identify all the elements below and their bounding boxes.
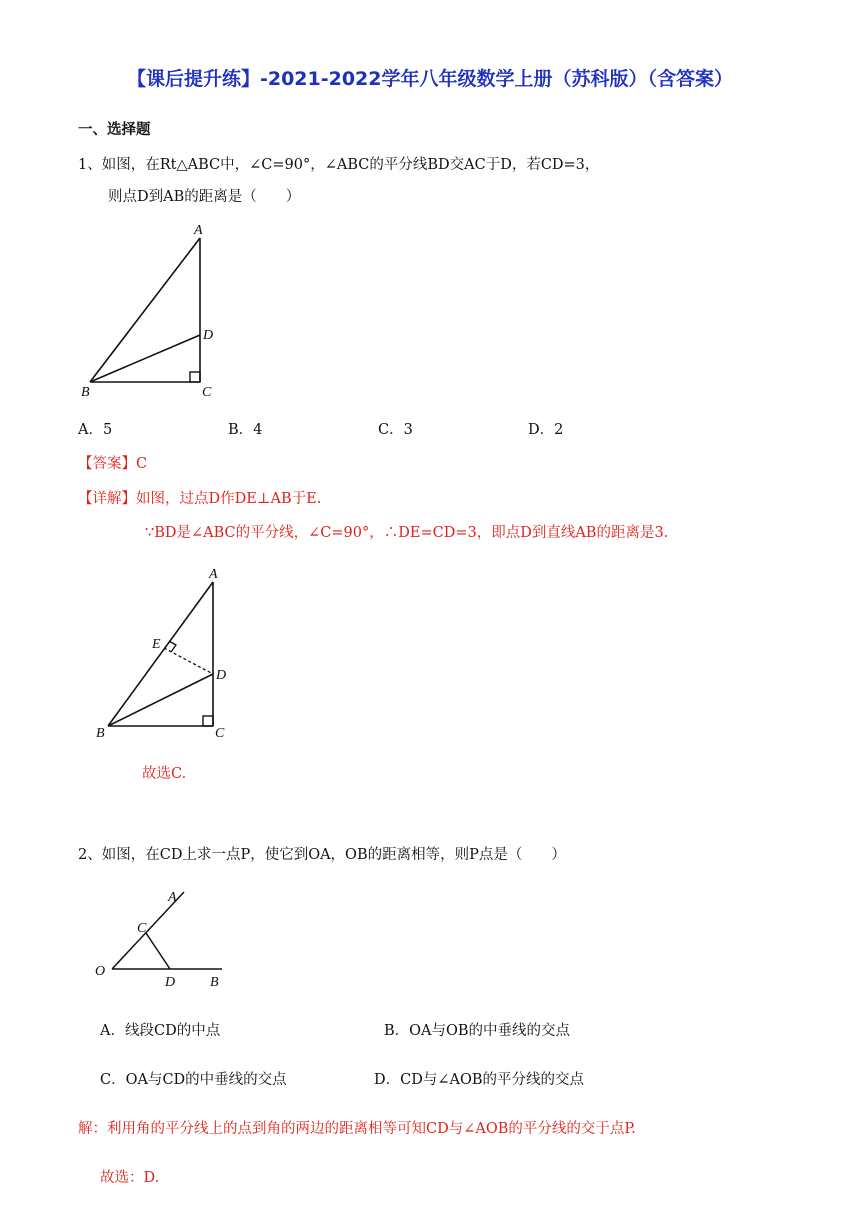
q1-sol-label-a: A [209, 567, 218, 582]
q1-detail-line1: 【详解】如图，过点D作DE⊥AB于E. [78, 491, 322, 507]
q1-label-d: D [203, 328, 214, 343]
q1-triangle-figure [78, 218, 228, 403]
q2-label-d: D [165, 975, 176, 990]
q1-label-b: B [81, 385, 90, 400]
q2-option-a: A．线段CD的中点 [100, 1023, 221, 1039]
q1-detail-line2: ∵BD是∠ABC的平分线，∠C=90°，∴DE=CD=3，即点D到直线AB的距离是3. [145, 525, 669, 541]
q2-option-c: C．OA与CD的中垂线的交点 [100, 1072, 287, 1088]
q1-option-c: C．3 [378, 422, 413, 438]
q2-label-c: C [137, 921, 147, 936]
q2-label-a: A [168, 890, 177, 905]
q1-label-a: A [194, 223, 203, 238]
q1-option-b: B．4 [228, 422, 263, 438]
q1-answer: 【答案】C [78, 456, 148, 472]
q1-sol-label-b: B [96, 726, 105, 741]
q2-line1: 2、如图，在CD上求一点P，使它到OA，OB的距离相等，则P点是（ ） [78, 847, 566, 863]
q1-line2: 则点D到AB的距离是（ ） [108, 189, 301, 205]
q2-option-d: D．CD与∠AOB的平分线的交点 [374, 1072, 585, 1088]
q1-option-a: A．5 [78, 422, 113, 438]
section-heading: 一、选择题 [78, 121, 151, 138]
q2-label-b: B [210, 975, 219, 990]
q1-line1: 1、如图，在Rt△ABC中，∠C=90°，∠ABC的平分线BD交AC于D，若CD=3， [78, 157, 600, 173]
q2-angle-figure [92, 862, 242, 992]
q1-sol-label-c: C [215, 726, 225, 741]
page-title: 【课后提升练】-2021-2022学年八年级数学上册（苏科版）（含答案） [126, 68, 734, 90]
q2-solution: 解：利用角的平分线上的点到角的两边的距离相等可知CD与∠AOB的平分线的交于点P. [78, 1121, 636, 1137]
q2-label-o: O [95, 964, 106, 979]
q1-sol-label-e: E [152, 637, 161, 652]
q1-label-c: C [202, 385, 212, 400]
q2-option-b: B．OA与OB的中垂线的交点 [384, 1023, 571, 1039]
q1-option-d: D．2 [528, 422, 564, 438]
q1-sol-label-d: D [216, 668, 227, 683]
q1-solution-figure [96, 562, 246, 747]
q2-conclusion: 故选：D. [100, 1170, 160, 1186]
q1-conclusion: 故选C. [142, 766, 187, 782]
